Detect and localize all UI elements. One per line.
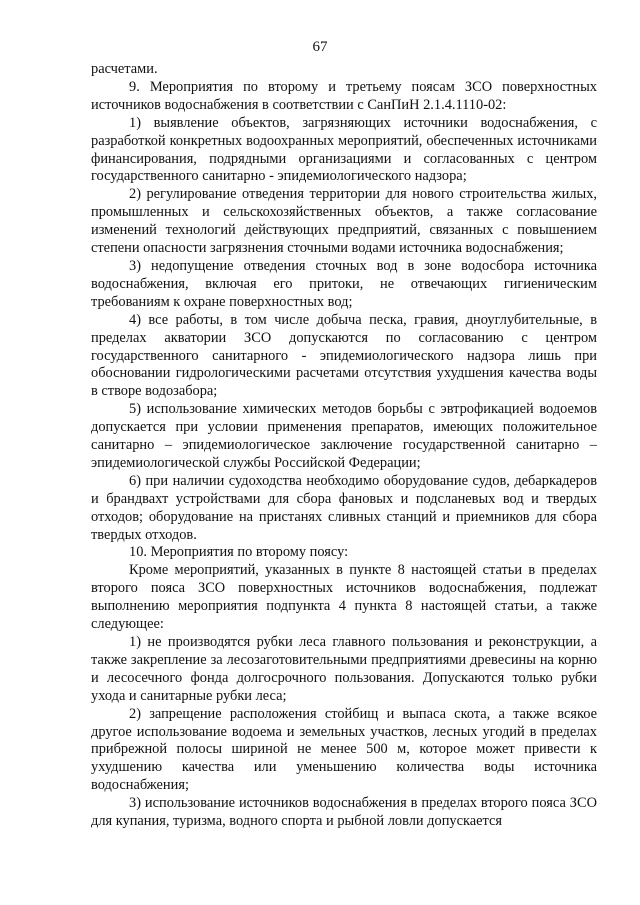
paragraph: 9. Мероприятия по второму и третьему поясам ЗСО поверхностных источников водоснабжения в соответствии с СанПиН 2.1.4.1110-02: <box>91 78 597 113</box>
paragraph: 4) все работы, в том числе добыча песка, гравия, дноуглубительные, в пределах акватории ЗСО допускаются по согласованию с центром государственного санитарного - эпидемиологического надзора лишь при обосновании гидрологическими расчетами отсутствия ухудшения качества воды в створе водозабора; <box>91 311 597 400</box>
paragraph: расчетами. <box>91 61 158 77</box>
document-body <box>91 61 597 831</box>
paragraph: 2) запрещение расположения стойбищ и выпаса скота, а также всякое другое использование водоема и земельных участков, лесных угодий в пределах прибрежной полосы шириной не менее 500 м, которое может привести к ухудшению качества или уменьшению количества воды источника водоснабжения; <box>91 705 597 794</box>
paragraph: 2) регулирование отведения территории для нового строительства жилых, промышленных и сельскохозяйственных объектов, а также согласование изменений технологий действующих предприятий, связанных с повышением степени опасности загрязнения сточными водами источника водоснабжения; <box>91 186 597 257</box>
paragraph: 3) использование источников водоснабжения в пределах второго пояса ЗСО для купания, туризма, водного спорта и рыбной ловли допускается <box>91 795 597 830</box>
paragraph: 5) использование химических методов борьбы с эвтрофикацией водоемов допускается при условии применения препаратов, имеющих положительное санитарно – эпидемиологическое заключение государственной санитарно – эпидемиологической службы Российской Федерации; <box>91 401 597 471</box>
paragraph: 1) выявление объектов, загрязняющих источники водоснабжения, с разработкой конкретных водоохранных мероприятий, обеспеченных источниками финансирования, подрядными организациями и согласованных с центром государственного санитарно - эпидемиологического надзора; <box>91 114 597 185</box>
paragraph: 1) не производятся рубки леса главного пользования и реконструкции, а также закрепление за лесозаготовительными предприятиями древесины на корню и лесосечного фонда долгосрочного пользования. Допускаются только рубки ухода и санитарные рубки леса; <box>91 634 597 704</box>
paragraph: 10. Мероприятия по второму поясу: <box>129 544 349 561</box>
paragraph: 6) при наличии судоходства необходимо оборудование судов, дебаркадеров и брандвахт устройствами для сбора фановых и подсланевых вод и твердых отходов; оборудование на пристанях сливных станций и приемников для сбора твердых отходов. <box>91 472 597 543</box>
paragraph: Кроме мероприятий, указанных в пункте 8 настоящей статьи в пределах второго пояса ЗСО поверхностных источников водоснабжения, подлежат выполнению мероприятия подпункта 4 пункта 8 настоящей статьи, а также следующее: <box>91 562 597 633</box>
paragraph: 3) недопущение отведения сточных вод в зоне водосбора источника водоснабжения, включая его притоки, не отвечающих гигиеническим требованиям к охране поверхностных вод; <box>91 257 597 310</box>
page-number: 67 <box>312 39 328 55</box>
